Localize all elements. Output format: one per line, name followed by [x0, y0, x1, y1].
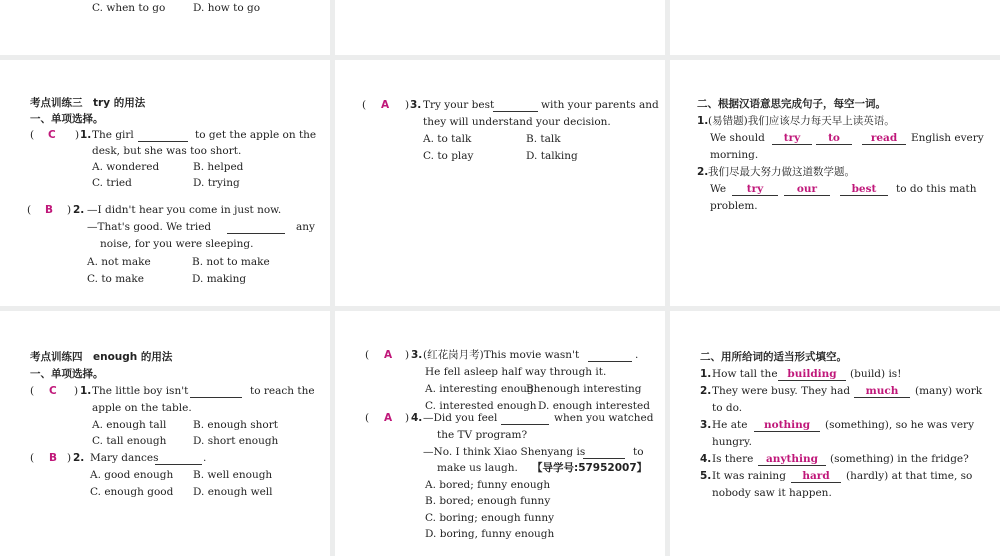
answer-blank — [190, 385, 242, 398]
option-c: C. interested enough — [425, 400, 537, 412]
page-panel-1 — [0, 0, 330, 55]
question-text: the TV program? — [437, 429, 528, 441]
question-text: (build) is! — [850, 368, 902, 380]
answer-letter: B — [49, 452, 58, 464]
filled-answer: our — [784, 183, 830, 196]
answer-letter: A — [384, 349, 393, 361]
option-c: C. to make — [87, 273, 145, 285]
paren-open: ( — [30, 129, 35, 141]
option-d: D. enough interested — [538, 400, 650, 412]
paren-close: ) — [405, 412, 410, 424]
question-text: We should — [710, 132, 765, 144]
answer-letter: C — [49, 385, 57, 397]
option-a: A. not make — [87, 256, 151, 268]
filled-answer: building — [778, 368, 846, 381]
option-d: D. trying — [193, 177, 240, 189]
filled-answer: best — [840, 183, 888, 196]
page-panel-6 — [670, 60, 1000, 306]
section-heading: 一、单项选择。 — [30, 368, 104, 380]
question-text: (something) in the fridge? — [830, 453, 969, 465]
question-text: How tall the — [712, 368, 778, 380]
question-text: to do this math — [896, 183, 977, 195]
question-text: to do. — [712, 402, 743, 414]
question-text: Is there — [712, 453, 754, 465]
question-number: 1. — [80, 129, 92, 141]
question-text: Try your best — [423, 99, 495, 111]
question-text: . — [203, 452, 207, 464]
option-c: C. boring; enough funny — [425, 512, 555, 524]
question-text: . — [635, 349, 639, 361]
option-b: B. talk — [526, 133, 561, 145]
answer-blank — [583, 446, 625, 459]
question-text: He fell asleep half way through it. — [425, 366, 607, 378]
question-text: (红花岗月考)This movie wasn't — [423, 349, 580, 361]
option-d: D. short enough — [193, 435, 279, 447]
chinese-prompt: (易错题)我们应该尽力每天早上读英语。 — [708, 115, 895, 127]
option-b: B. bored; enough funny — [425, 495, 551, 507]
option-a: A. enough tall — [92, 419, 167, 431]
question-text: with your parents and — [541, 99, 659, 111]
page-panel-7 — [0, 311, 330, 556]
question-text: (many) work — [915, 385, 983, 397]
question-number: 3. — [700, 419, 712, 431]
question-number: 1. — [80, 385, 92, 397]
answer-letter: A — [381, 99, 390, 111]
section-heading: 一、单项选择。 — [30, 113, 104, 125]
answer-blank — [138, 129, 188, 142]
paren-close: ) — [67, 452, 72, 464]
page-panel-8 — [335, 311, 665, 556]
option-a: A. bored; funny enough — [425, 479, 551, 491]
option-a: A. interesting enough — [425, 383, 541, 395]
question-text: they will understand your decision. — [423, 116, 611, 128]
option-d: D. boring, funny enough — [425, 528, 555, 540]
question-text: He ate — [712, 419, 748, 431]
paren-open: ( — [30, 385, 35, 397]
filled-answer: anything — [758, 453, 826, 466]
question-text: nobody saw it happen. — [712, 487, 832, 499]
question-number: 3. — [411, 349, 423, 361]
question-number: 2. — [73, 452, 85, 464]
section-heading: 二、根据汉语意思完成句子，每空一词。 — [697, 98, 886, 110]
question-text: Mary dances — [90, 452, 159, 464]
question-number: 4. — [411, 412, 423, 424]
option-c: C. enough good — [90, 486, 174, 498]
page-panel-4 — [0, 60, 330, 306]
answer-blank — [501, 412, 549, 425]
option-c: C. when to go — [92, 2, 166, 14]
question-text: apple on the table. — [92, 402, 192, 414]
paren-open: ( — [365, 349, 370, 361]
chinese-prompt: 我们尽最大努力做这道数学题。 — [708, 166, 855, 178]
filled-answer: read — [862, 132, 906, 145]
question-number: 2. — [700, 385, 712, 397]
paren-close: ) — [75, 129, 80, 141]
filled-answer: nothing — [754, 419, 820, 432]
paren-close: ) — [405, 99, 410, 111]
page-panel-2 — [335, 0, 665, 55]
question-number: 3. — [410, 99, 422, 111]
option-d: D. making — [192, 273, 247, 285]
guide-number-tag: 【导学号:57952007】 — [532, 462, 648, 474]
page-panel-5 — [335, 60, 665, 306]
answer-letter: C — [48, 129, 56, 141]
question-text: to get the apple on the — [195, 129, 317, 141]
question-text: when you watched — [554, 412, 654, 424]
answer-letter: A — [384, 412, 393, 424]
question-text: —I didn't hear you come in just now. — [87, 204, 282, 216]
section-heading: 二、用所给词的适当形式填空。 — [700, 351, 847, 363]
answer-blank — [155, 452, 202, 465]
question-text: —Did you feel — [423, 412, 498, 424]
option-a: A. to talk — [423, 133, 472, 145]
question-text: hungry. — [712, 436, 752, 448]
page-panel-9 — [670, 311, 1000, 556]
section-title: 考点训练三 try 的用法 — [30, 97, 146, 109]
question-number: 4. — [700, 453, 712, 465]
option-d: D. enough well — [193, 486, 273, 498]
filled-answer: try — [732, 183, 778, 196]
question-text: morning. — [710, 149, 759, 161]
paren-close: ) — [405, 349, 410, 361]
question-text: problem. — [710, 200, 758, 212]
option-d: D. how to go — [193, 2, 261, 14]
question-text: noise, for you were sleeping. — [100, 238, 254, 250]
question-number: 1. — [700, 368, 712, 380]
page-panel-3 — [670, 0, 1000, 55]
question-text: They were busy. They had — [712, 385, 851, 397]
section-title: 考点训练四 enough 的用法 — [30, 351, 173, 363]
question-text: any — [296, 221, 315, 233]
filled-answer: much — [854, 385, 910, 398]
option-a: A. wondered — [92, 161, 160, 173]
option-b: B. well enough — [193, 469, 273, 481]
question-number: 2. — [73, 204, 85, 216]
question-text: desk, but she was too short. — [92, 145, 242, 157]
option-b: B. enough interesting — [526, 383, 642, 395]
paren-close: ) — [67, 204, 72, 216]
paren-open: ( — [365, 412, 370, 424]
option-c: C. to play — [423, 150, 474, 162]
question-text: —That's good. We tried — [87, 221, 212, 233]
question-text: The girl — [92, 129, 134, 141]
answer-blank — [493, 99, 538, 112]
question-text: (something), so he was very — [825, 419, 975, 431]
option-d: D. talking — [526, 150, 578, 162]
answer-blank — [227, 221, 285, 234]
filled-answer: hard — [791, 470, 841, 483]
paren-close: ) — [74, 385, 79, 397]
option-c: C. tall enough — [92, 435, 167, 447]
option-c: C. tried — [92, 177, 132, 189]
question-text: to — [633, 446, 644, 458]
question-number: 5. — [700, 470, 712, 482]
option-b: B. not to make — [192, 256, 270, 268]
answer-blank — [588, 349, 632, 362]
question-text: to reach the — [250, 385, 315, 397]
paren-open: ( — [362, 99, 367, 111]
option-b: B. helped — [193, 161, 244, 173]
question-text: English every — [911, 132, 984, 144]
paren-open: ( — [27, 204, 32, 216]
option-a: A. good enough — [90, 469, 174, 481]
question-text: (hardly) at that time, so — [846, 470, 973, 482]
question-text: —No. I think Xiao Shenyang is — [423, 446, 586, 458]
question-text: We — [710, 183, 727, 195]
question-text: make us laugh. — [437, 462, 518, 474]
question-number: 1. — [697, 115, 709, 127]
question-number: 2. — [697, 166, 709, 178]
option-b: B. enough short — [193, 419, 278, 431]
question-text: The little boy isn't — [92, 385, 189, 397]
paren-open: ( — [30, 452, 35, 464]
question-text: It was raining — [712, 470, 786, 482]
filled-answer: try — [772, 132, 812, 145]
filled-answer: to — [816, 132, 852, 145]
answer-letter: B — [45, 204, 54, 216]
